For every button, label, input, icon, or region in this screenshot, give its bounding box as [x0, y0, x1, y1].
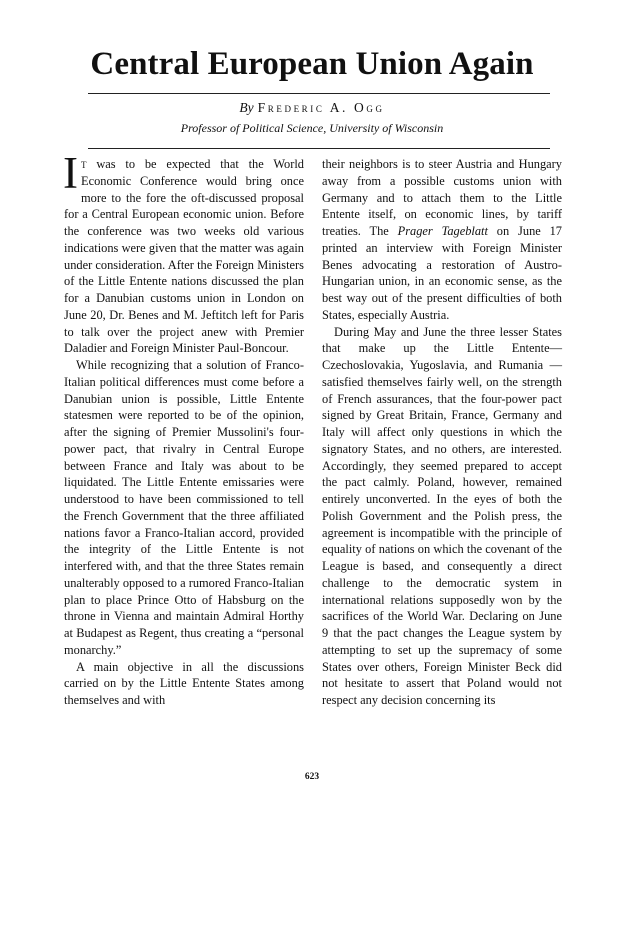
title-rule-bottom	[88, 148, 550, 149]
paragraph-4-text-b: on June 17 printed an interview with Foreign Minister Benes advocating a restoration of Austro-Hungarian union, in an economic sense, as the best way out of the present difficulties of both States, especially Austria.	[322, 224, 563, 322]
byline-prefix: By	[239, 100, 254, 115]
author-name: Frederic A. Ogg	[257, 100, 385, 115]
drop-cap: I	[63, 148, 78, 198]
article-title: Central European Union Again	[90, 46, 534, 82]
author-affiliation: Professor of Political Science, University of Wisconsin	[180, 121, 444, 135]
page-number: 623	[304, 772, 320, 782]
paragraph-1-text: was to be expected that the World Economic Conference would bring once more to the fore the oft-discussed proposal for a Central European economic union. Before the conference was two weeks old various indications were given that the matter was again under consideration. After the Foreign Ministers of the Little Entente nations discussed the plan for a Danubian customs union in London on June 20, Dr. Benes and M. Jeftitch left for Paris to talk over the project anew with Premier Daladier and Foreign Minister Paul-Boncour.	[64, 157, 304, 356]
paragraph-1	[63, 148, 304, 357]
paragraph-3: A main objective in all the discussions carried on by the Little Entente States among themselves and with	[64, 659, 304, 707]
left-column	[63, 148, 304, 709]
newspaper-name: Prager Tageblatt	[397, 224, 488, 238]
paragraph-2: While recognizing that a solution of Franco-Italian political differences must come before a Danubian union is possible, Little Entente statesmen were reported to be of the opinion, after the signing of Premier Mussolini's four-power pact, that rivalry in Central Europe between France and Italy was about to be liquidated. The Little Entente emissaries were understood to have been commissioned to tell the French Government that the three affiliated nations favor a Franco-Italian accord, provided the integrity of the Little Entente is not interfered with, and that the three States remain unalterably opposed to a rumored Franco-Italian plan to place Prince Otto of Habsburg on the throne in Vienna and maintain Admiral Horthy at Budapest as Regent, thus creating a “personal monarchy.”	[64, 358, 304, 657]
paragraph-4-text-a: their neighbors is to steer Austria and Hungary away from a possible customs union with Germany and to attach them to the Little Entente itself, on economic lines, by tariff treaties. The	[322, 157, 562, 238]
paragraph-4	[322, 156, 562, 324]
lead-in: t	[81, 157, 87, 171]
title-rule-top	[88, 93, 550, 94]
right-column	[322, 156, 562, 709]
paragraph-5: During May and June the three lesser States that make up the Little Entente—Czechoslovakia, Yugoslavia, and Rumania — satisfied themselves fairly well, on the strength of French assurances, that the four-power pact signed by Great Britain, France, Germany and Italy will affect only questions in which the signatory States, and no others, are interested. Accordingly, they seemed prepared to accept the pact calmly. Poland, however, remained entirely unconverted. In the eyes of both the Polish Government and the Polish press, the agreement is incompatible with the principle of equality of nations on which the covenant of the League is based, and consequently a direct challenge to the democratic system in international relations supposedly won by the sacrifices of the World War. Declaring on June 9 that the pact changes the League system by attempting to set up the supremacy of some States over others, Foreign Minister Beck did not hesitate to assert that Poland would not respect any decision concerning its	[322, 324, 562, 707]
byline	[0, 100, 624, 116]
